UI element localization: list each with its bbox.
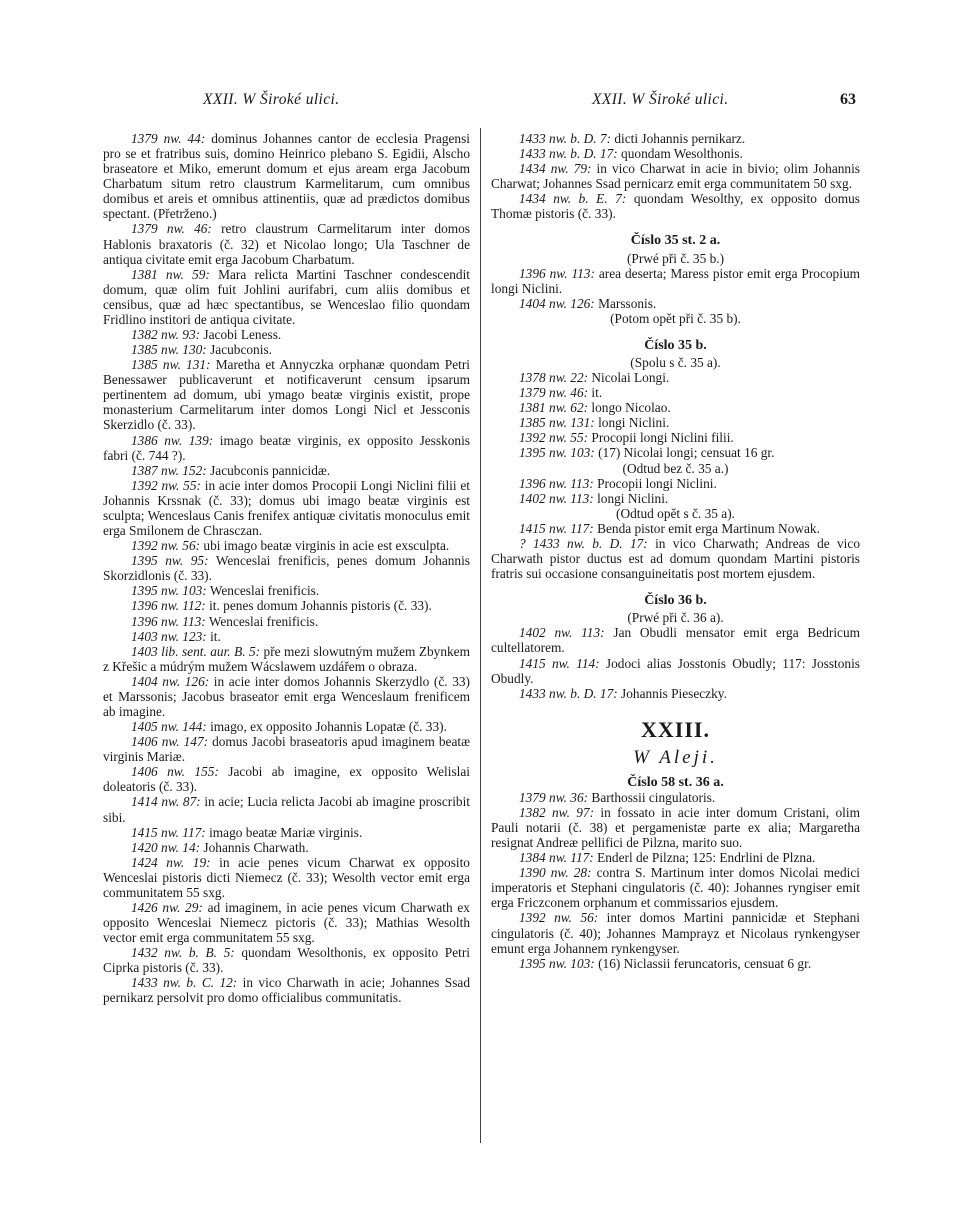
entry: 1402 nw. 113: Jan Obudli mensator emit erga Bedricum cultellatorem. [491, 625, 861, 656]
entry: 1379 nw. 46: retro claustrum Carmelitarum inter domos Hablonis braxatoris (č. 32) et Nicolao longo; Ula Taschner de antiqua civitate emit erga Jacobum Charbatum. [103, 221, 470, 267]
entry: 1392 nw. 55: in acie inter domos Procopii Longi Niclini filii et Johannis Krssnak (č. 33); domus ubi imago beatæ virginis est sculpta; Wenceslaus Canis frenifex antiquæ civitatis monoculus emit erga Smilonem de Chrasczan. [103, 477, 470, 539]
house-heading: Číslo 35 st. 2 a. [630, 233, 721, 249]
entry: 1403 nw. 123: it. [131, 628, 221, 644]
entry: 1424 nw. 19: in acie penes vicum Charwat ex opposito Wenceslai pistoris dicti Niemecz (č. 33); Wesolth vector emit erga communitatem 55 sxg. [103, 854, 470, 900]
entry: 1396 nw. 112: it. penes domum Johannis pistoris (č. 33). [131, 598, 432, 614]
entry: 1381 nw. 62: longo Nicolao. [519, 400, 671, 416]
entry: 1386 nw. 139: imago beatæ virginis, ex opposito Jesskonis fabri (č. 744 ?). [103, 432, 470, 463]
entry: 1403 lib. sent. aur. B. 5: pře mezi slowutným mužem Zbynkem z Křešic a múdrým mužem Wácslawem uzdářem o obraza. [103, 643, 470, 674]
entry: 1382 nw. 97: in fossato in acie inter domum Cristani, olim Pauli notarii (č. 38) et pergamenistæ parte ex alia; Margaretha resignat Andreæ pellifici de Pilzna, marito suo. [491, 804, 860, 851]
left-column [103, 131, 470, 1006]
running-head-right: XXII. W Široké ulici. [592, 91, 729, 108]
editor-note: (Prwé při č. 36 a). [627, 610, 724, 626]
entry: 1396 nw. 113: area deserta; Maress pistor emit erga Procopium longi Niclini. [491, 265, 860, 296]
entry: 1385 nw. 131: longi Niclini. [519, 415, 670, 431]
entry: 1385 nw. 131: Maretha et Annyczka orphanæ quondam Petri Benessawer publicaverunt et notificaverunt censum ipsarum pertinentem ad domum, ubi ymago beatæ virginis existit, prope monasterium Carmelitarum inter domos Longi Nicl et Jessconis Skerzidlo (č. 33). [103, 357, 470, 433]
entry: 1415 nw. 117: imago beatæ Mariæ virginis. [131, 824, 363, 840]
entry: 1433 nw. b. D. 17: Johannis Pieseczky. [519, 685, 727, 701]
entry: 1379 nw. 46: it. [519, 385, 603, 401]
entry: 1385 nw. 130: Jacubconis. [131, 342, 272, 358]
entry: 1384 nw. 117: Enderl de Pilzna; 125: Endrlini de Plzna. [519, 850, 816, 866]
entry: 1395 nw. 103: (16) Niclassii feruncatoris, censuat 6 gr. [519, 955, 812, 971]
entry: 1392 nw. 56: ubi imago beatæ virginis in acie est exsculpta. [131, 538, 450, 554]
entry: 1415 nw. 114: Jodoci alias Josstonis Obudly; 117: Josstonis Obudly. [491, 655, 860, 686]
entry: 1405 nw. 144: imago, ex opposito Johannis Lopatæ (č. 33). [131, 719, 447, 735]
entry: 1396 nw. 113: Procopii longi Niclini. [519, 475, 717, 491]
editor-note: (Potom opět při č. 35 b). [610, 310, 741, 326]
entry: 1420 nw. 14: Johannis Charwath. [131, 839, 309, 855]
editor-note: (Prwé při č. 35 b.) [626, 250, 725, 266]
editor-note: (Odtud bez č. 35 a.) [622, 460, 729, 476]
entry: 1382 nw. 93: Jacobi Leness. [131, 327, 282, 343]
entry: 1432 nw. b. B. 5: quondam Wesolthonis, ex opposito Petri Ciprka pistoris (č. 33). [103, 945, 471, 976]
entry: 1378 nw. 22: Nicolai Longi. [519, 370, 670, 386]
editor-note: (Spolu s č. 35 a). [630, 355, 721, 371]
entry: 1396 nw. 113: Wenceslai frenificis. [131, 613, 319, 629]
entry: 1379 nw. 36: Barthossii cingulatoris. [519, 789, 716, 805]
entry: 1406 nw. 155: Jacobi ab imagine, ex opposito Welislai doleatoris (č. 33). [103, 764, 470, 795]
entry: 1433 nw. b. D. 17: quondam Wesolthonis. [519, 146, 743, 162]
entry: 1433 nw. b. C. 12: in vico Charwath in acie; Johannes Ssad pernikarz persolvit pro domo officialibus communitatis. [103, 975, 470, 1006]
editor-note: (Odtud opět s č. 35 a). [616, 505, 735, 521]
entry: 1406 nw. 147: domus Jacobi braseatoris apud imaginem beatæ virginis Mariæ. [103, 734, 470, 765]
house-heading: Číslo 35 b. [644, 337, 707, 353]
entry: 1387 nw. 152: Jacubconis pannicidæ. [131, 462, 331, 478]
entry: 1395 nw. 95: Wenceslai frenificis, penes domum Johannis Skorzidlonis (č. 33). [103, 553, 470, 584]
entry: 1434 nw. b. E. 7: quondam Wesolthy, ex opposito domus Thomæ pistoris (č. 33). [491, 191, 860, 222]
entry: 1415 nw. 117: Benda pistor emit erga Martinum Nowak. [519, 520, 820, 536]
column-divider [480, 128, 481, 1143]
section-title: W Aleji. [633, 746, 718, 768]
running-head-left: XXII. W Široké ulici. [203, 91, 340, 108]
section-number: XXIII. [641, 716, 710, 742]
entry: 1395 nw. 103: Wenceslai frenificis. [131, 583, 320, 599]
entry: 1404 nw. 126: Marssonis. [519, 295, 657, 311]
entry: 1434 nw. 79: in vico Charwat in acie in bivio; olim Johannis Charwat; Johannes Ssad pernicarz emit erga communitatem 50 sxg. [491, 161, 860, 192]
entry: 1392 nw. 55: Procopii longi Niclini filii. [519, 430, 734, 446]
house-heading: Číslo 58 st. 36 a. [627, 774, 724, 790]
entry: 1404 nw. 126: in acie inter domos Johannis Skerzydlo (č. 33) et Marssonis; Jacobus braseator emit erga Wenceslaum frenificem ab imagine. [103, 673, 470, 719]
entry: 1414 nw. 87: in acie; Lucia relicta Jacobi ab imagine proscribit sibi. [103, 794, 470, 825]
entry: 1433 nw. b. D. 7: dicti Johannis pernikarz. [519, 131, 746, 146]
entry: 1392 nw. 56: inter domos Martini pannicidæ et Stephani cingulatoris (č. 40); Johannes Mamprayz et Nicolaus rynkengyser emunt erga Johannem rynkengyser. [491, 910, 860, 956]
entry: 1379 nw. 44: dominus Johannes cantor de ecclesia Pragensi pro se et fratribus suis, domino Heinrico plebano S. Egidii, Alscho braseatore et Miko, emerunt domum et ejus aream erga Jacobum Charbatum situm retro claustrum Karmelitarum, cum omnibus domibus et areis et omnibus attinentiis, quæ ad prædictos domibus spectant. (Přetrženo.) [103, 131, 470, 222]
house-heading: Číslo 36 b. [644, 593, 707, 609]
entry: 1426 nw. 29: ad imaginem, in acie penes vicum Charwath ex opposito Wenceslai Niemecz pictoris (č. 33); Mathias Wesolth vector emit erga communitatem 55 sxg. [103, 899, 470, 946]
right-column [491, 131, 860, 971]
entry: 1395 nw. 103: (17) Nicolai longi; censuat 16 gr. [519, 445, 775, 461]
entry: 1390 nw. 28: contra S. Martinum inter domos Nicolai medici imperatoris et Stephani cingulatoris (č. 40): Johannes ryngiser emit erga Friczconem orphanum et commissarios ejusdem. [491, 865, 860, 911]
page-number: 63 [840, 91, 856, 108]
entry: 1381 nw. 59: Mara relicta Martini Taschner condescendit domum, quæ olim fuit Johlini aurifabri, cum aliis domibus et censibus, quæ ad hæc spectantibus, se Wenceslao filio quondam Fridlino institori de antiqua civitate. [103, 266, 470, 327]
entry: 1402 nw. 113: longi Niclini. [519, 490, 669, 506]
entry: ? 1433 nw. b. D. 17: in vico Charwath; Andreas de vico Charwath pistor ductus est ad domum quondam Martini pistoris fratris sui occasione consanguineitatis post mortem ejusdem. [491, 535, 860, 582]
